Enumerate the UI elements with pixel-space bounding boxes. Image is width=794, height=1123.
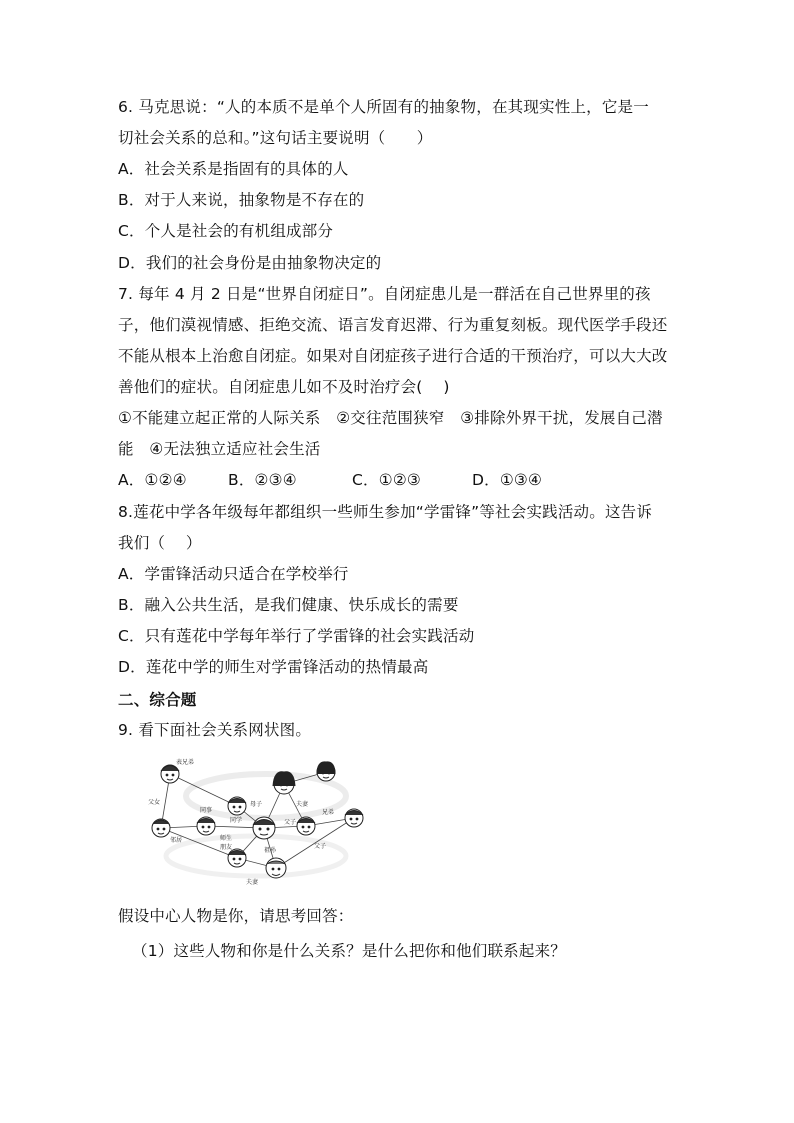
section-2-title: 二、综合题 bbox=[118, 691, 197, 709]
label-couple-bottom: 夫妻 bbox=[246, 879, 259, 886]
label-neighbor: 邻居 bbox=[170, 837, 183, 844]
q7-options-row bbox=[118, 470, 542, 490]
q6-stem-line-2: 切社会关系的总和。”这句话主要说明（ ） bbox=[118, 129, 433, 147]
label-brothers: 兄弟 bbox=[322, 809, 335, 816]
q8-option-a: A．学雷锋活动只适合在学校举行 bbox=[118, 565, 349, 583]
q7-items-line-1: ①不能建立起正常的人际关系 ②交往范围狭窄 ③排除外界干扰，发展自己潜 bbox=[118, 409, 663, 427]
q8-option-d: D．莲花中学的师生对学雷锋活动的热情最高 bbox=[118, 658, 429, 676]
label-cousin: 表兄弟 bbox=[176, 759, 195, 766]
label-colleague: 同事 bbox=[200, 807, 213, 814]
person-grandfather-icon bbox=[266, 858, 286, 878]
q7-option-d: D．①③④ bbox=[472, 471, 543, 489]
q6-option-c: C．个人是社会的有机组成部分 bbox=[118, 222, 334, 240]
person-friend-icon bbox=[228, 849, 246, 867]
q7-option-a: A．①②④ bbox=[118, 471, 187, 489]
q6-option-b: B．对于人来说，抽象物是不存在的 bbox=[118, 191, 365, 209]
label-teacher-student: 师生 bbox=[220, 835, 233, 842]
person-woman-top-right-icon bbox=[317, 762, 335, 781]
label-mother-son: 母子 bbox=[250, 801, 263, 808]
person-cousin-icon bbox=[161, 765, 179, 783]
q7-stem-line-3: 不能从根本上治愈自闭症。如果对自闭症孩子进行合适的干预治疗，可以大大改 bbox=[118, 347, 668, 365]
q8-stem-line-1: 8.莲花中学各年级每年都组织一些师生参加“学雷锋”等社会实践活动。这告诉 bbox=[118, 503, 653, 521]
label-couple-top: 夫妻 bbox=[296, 801, 309, 808]
label-friend: 朋友 bbox=[220, 844, 233, 851]
label-father-son-bottom: 父子 bbox=[314, 843, 327, 850]
q9-prompt: 假设中心人物是你，请思考回答： bbox=[118, 907, 354, 925]
person-father-right-icon bbox=[297, 817, 315, 835]
q6-option-d: D．我们的社会身份是由抽象物决定的 bbox=[118, 254, 382, 272]
label-father-daughter: 父女 bbox=[148, 799, 161, 806]
label-father-son-right: 父子 bbox=[284, 819, 297, 826]
q7-stem-line-4: 善他们的症状。自闭症患儿如不及时治疗会( ) bbox=[118, 378, 450, 396]
q7-option-b: B．②③④ bbox=[228, 471, 297, 489]
q8-stem-line-2: 我们（ ） bbox=[118, 534, 202, 552]
q8-option-c: C．只有莲花中学每年举行了学雷锋的社会实践活动 bbox=[118, 627, 475, 645]
person-classmate-icon bbox=[228, 797, 246, 815]
social-network-svg bbox=[146, 756, 378, 892]
q7-items-line-2: 能 ④无法独立适应社会生活 bbox=[118, 440, 321, 458]
social-network-figure bbox=[146, 756, 378, 892]
person-father-left-icon bbox=[152, 819, 170, 837]
q6-stem-line-1: 6. 马克思说：“人的本质不是单个人所固有的抽象物，在其现实性上，它是一 bbox=[118, 98, 649, 116]
q9-sub-question-1: （1）这些人物和你是什么关系？是什么把你和他们联系起来？ bbox=[132, 942, 566, 960]
label-grandparent: 祖孙 bbox=[264, 847, 277, 854]
person-mother-icon bbox=[273, 772, 295, 794]
q7-stem-line-1: 7. 每年 4 月 2 日是“世界自闭症日”。自闭症患儿是一群活在自己世界里的孩 bbox=[118, 285, 651, 303]
person-teacher-icon bbox=[197, 817, 215, 835]
q7-stem-line-2: 子，他们漠视情感、拒绝交流、语言发育迟滞、行为重复刻板。现代医学手段还 bbox=[118, 316, 668, 334]
person-brother-icon bbox=[345, 809, 363, 827]
person-center-you-icon bbox=[253, 817, 275, 839]
q9-stem: 9. 看下面社会关系网状图。 bbox=[118, 721, 312, 739]
q7-option-c: C．①②③ bbox=[352, 471, 422, 489]
q6-option-a: A．社会关系是指固有的具体的人 bbox=[118, 160, 349, 178]
label-classmate: 同学 bbox=[230, 817, 243, 824]
q8-option-b: B．融入公共生活，是我们健康、快乐成长的需要 bbox=[118, 596, 459, 614]
